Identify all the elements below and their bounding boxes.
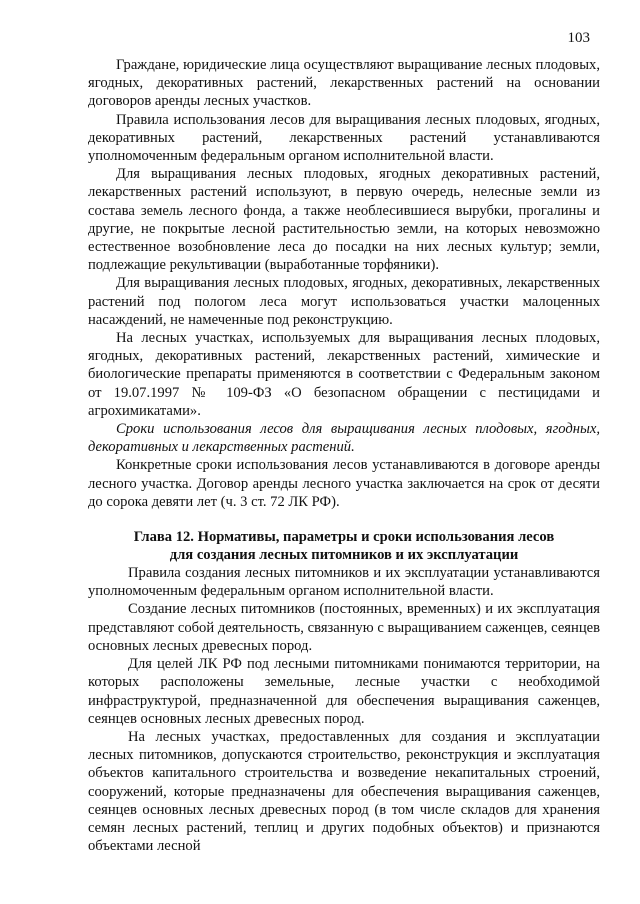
chapter-heading bbox=[88, 528, 600, 564]
section-gap bbox=[88, 511, 600, 528]
page-number: 103 bbox=[567, 30, 590, 46]
paragraph: Для выращивания лесных плодовых, ягодных декоративных растений, лекарственных растений используют, в первую очередь, нелесные земли из состава земель лесного фонда, а также необлесившиеся вырубки, прогалины и другие, не покрытые лесной растительностью земли, на которых невозможно естественное возобновление леса до посадки на них лесных культур; земли, подлежащие рекультивации (выработанные торфяники). bbox=[88, 166, 600, 274]
paragraph: Правила создания лесных питомников и их эксплуатации устанавливаются уполномоченным федеральным органом исполнительной власти. bbox=[88, 565, 600, 600]
paragraph: Граждане, юридические лица осуществляют выращивание лесных плодовых, ягодных, декоративных растений, лекарственных растений на основании договоров аренды лесных участков. bbox=[88, 57, 600, 110]
paragraph: На лесных участках, предоставленных для создания и эксплуатации лесных питомников, допускаются строительство, реконструкция и эксплуатация объектов капитального строительства и возведение некапитальных строений, сооружений, которые предназначены для обеспечения выращивания саженцев, сеянцев основных лесных древесных пород (в том числе складов для хранения семян лесных растений, теплиц и других подобных объектов) и признаются объектами лесной bbox=[88, 728, 600, 855]
paragraph: Правила использования лесов для выращивания лесных плодовых, ягодных, декоративных растений, лекарственных растений устанавливаются уполномоченным федеральным органом исполнительной власти. bbox=[88, 111, 600, 165]
paragraph: На лесных участках, используемых для выращивания лесных плодовых, ягодных, декоративных растений, лекарственных растений, химические и биологические препараты применяются в соответствии с Федеральным законом от 19.07.1997 № 109-ФЗ «О безопасном обращении с пестицидами и агрохимикатами». bbox=[88, 330, 600, 419]
italic-subheading: Сроки использования лесов для выращивания лесных плодовых, ягодных, декоративных и лекарственных растений. bbox=[88, 421, 600, 456]
page-content bbox=[88, 56, 600, 855]
paragraph: Создание лесных питомников (постоянных, временных) и их эксплуатация представляют собой деятельность, связанную с выращиванием саженцев, сеянцев основных лесных древесных пород. bbox=[88, 601, 600, 654]
paragraph: Для выращивания лесных плодовых, ягодных, декоративных, лекарственных растений под пологом леса могут использоваться участки малоценных насаждений, не намеченные под реконструкцию. bbox=[88, 275, 600, 328]
chapter-heading-line: Глава 12. Нормативы, параметры и сроки использования лесов bbox=[133, 529, 555, 546]
paragraph: Конкретные сроки использования лесов устанавливаются в договоре аренды лесного участка. Договор аренды лесного участка заключается на срок от десяти до сорока девяти лет (ч. 3 ст. 72 ЛК РФ). bbox=[88, 457, 600, 510]
paragraph: Для целей ЛК РФ под лесными питомниками понимаются территории, на которых расположены земельные, лесные участки с необходимой инфраструктурой, предназначенной для обеспечения выращивания саженцев, сеянцев основных лесных древесных пород. bbox=[88, 656, 600, 727]
chapter-heading-line: для создания лесных питомников и их эксплуатации bbox=[169, 547, 519, 564]
